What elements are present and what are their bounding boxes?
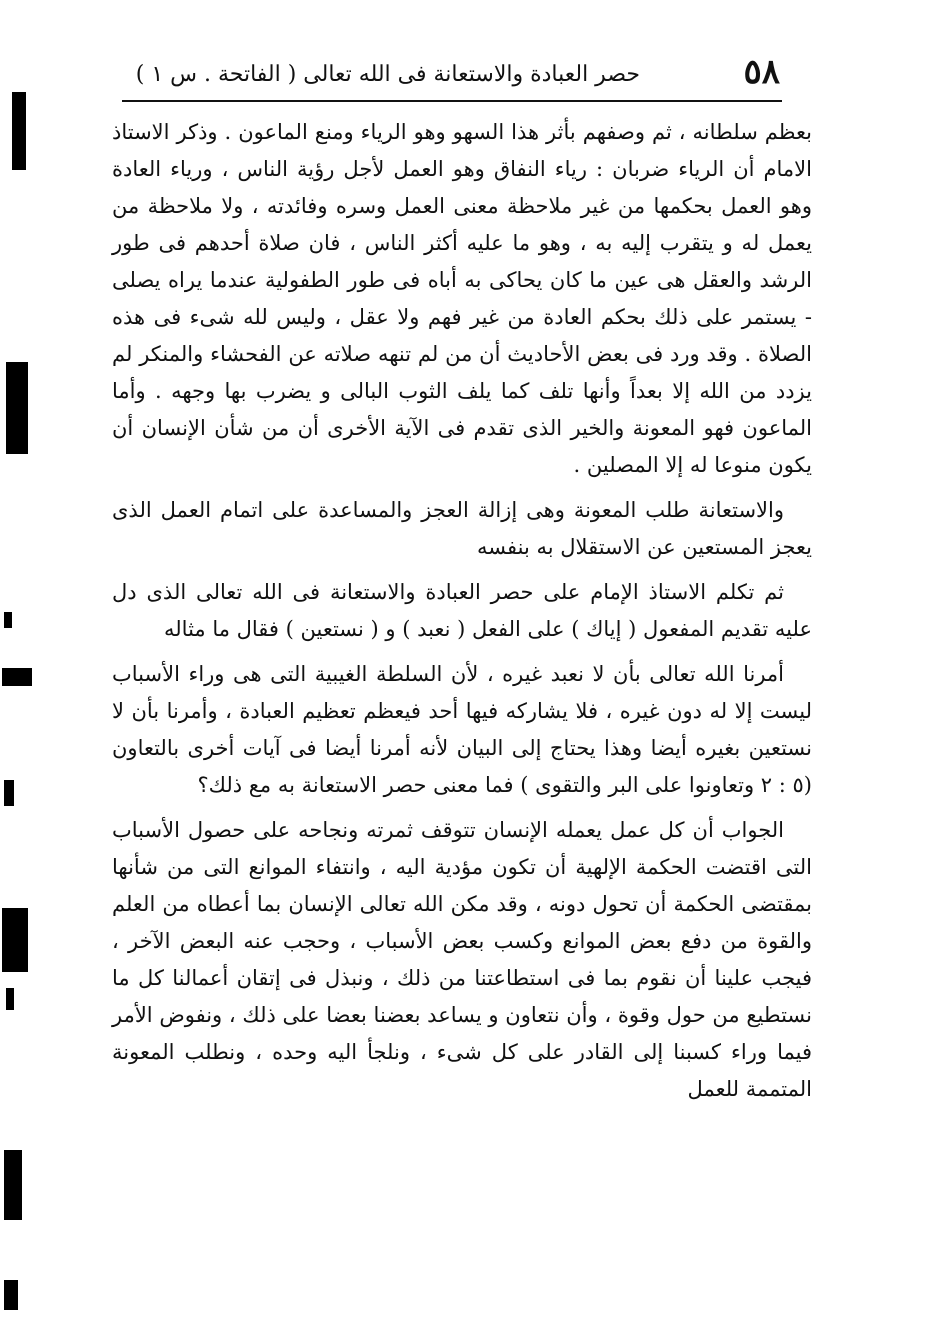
scan-edge-mark bbox=[4, 1150, 22, 1220]
scan-edge-mark bbox=[4, 612, 12, 628]
paragraph: أمرنا الله تعالى بأن لا نعبد غيره ، لأن السلطة الغيبية التى هى وراء الأسباب ليست إلا له دون غيره ، فلا يشاركه فيها أحد فيعظم تعظيم العبادة ، وأمرنا بأن لا نستعين بغيره أيضا وهذا يحتاج إلى البيان لأنه أمرنا أيضا فى آيات أخرى بالتعاون (٥ : ٢ وتعاونوا على البر والتقوى ) فما معنى حصر الاستعانة به مع ذلك؟ bbox=[112, 662, 812, 797]
header-rule bbox=[122, 100, 782, 102]
scan-edge-mark bbox=[4, 780, 14, 806]
scan-edge-mark bbox=[6, 988, 14, 1010]
scan-edge-mark bbox=[2, 668, 32, 686]
scan-edge-mark bbox=[12, 92, 26, 170]
running-header bbox=[120, 52, 780, 98]
body-text bbox=[112, 114, 812, 1116]
scan-edge-mark bbox=[2, 908, 28, 972]
scan-edge-mark bbox=[6, 362, 28, 454]
paragraph: ثم تكلم الاستاذ الإمام على حصر العبادة والاستعانة فى الله تعالى الذى دل عليه تقديم المفعول ( إياك ) على الفعل ( نعبد ) و ( نستعين ) فقال ما مثاله bbox=[112, 580, 812, 641]
paragraph: والاستعانة طلب المعونة وهى إزالة العجز والمساعدة على اتمام العمل الذى يعجز المستعين عن الاستقلال به بنفسه bbox=[112, 498, 812, 559]
scan-edge-mark bbox=[4, 1280, 18, 1310]
paragraph: بعظم سلطانه ، ثم وصفهم بأثر هذا السهو وهو الرياء ومنع الماعون . وذكر الاستاذ الامام أن الرياء ضربان : رياء النفاق وهو العمل لأجل رؤية الناس ، ورياء العادة وهو العمل بحكمها من غير ملاحظة معنى العمل وسره وفائدته ، ولا ملاحظة من يعمل له و يتقرب إليه به ، وهو ما عليه أكثر الناس ، فان صلاة أحدهم فى طور الرشد والعقل هى عين ما كان يحاكى به أباه فى طور الطفولية عندما يراه يصلى - يستمر على ذلك بحكم العادة من غير فهم ولا عقل ، وليس لله شىء فى هذه الصلاة . وقد ورد فى بعض الأحاديث أن من لم تنهه صلاته عن الفحشاء والمنكر لم يزدد من الله إلا بعداً وأنها تلف كما يلف الثوب البالى و يضرب بها وجهه . وأما الماعون فهو المعونة والخير الذى تقدم فى الآية الأخرى أن من شأن الإنسان أن يكون منوعا له إلا المصلين . bbox=[112, 120, 813, 477]
paragraph: الجواب أن كل عمل يعمله الإنسان تتوقف ثمرته ونجاحه على حصول الأسباب التى اقتضت الحكمة الإلهية أن تكون مؤدية اليه ، وانتفاء الموانع التى من شأنها بمقتضى الحكمة أن تحول دونه ، وقد مكن الله تعالى الإنسان بما أعطاه من العلم والقوة من دفع بعض الموانع وكسب بعض الأسباب ، وحجب عنه البعض الآخر ، فيجب علينا أن نقوم بما فى استطاعتنا من ذلك ، ونبذل فى إتقان أعمالنا كل ما نستطيع من حول وقوة ، وأن نتعاون و يساعد بعضنا بعضا على ذلك ، ونفوض الأمر فيما وراء كسبنا إلى القادر على كل شىء ، ونلجأ اليه وحده ، ونطلب المعونة المتممة للعمل bbox=[112, 818, 812, 1101]
running-title: حصر العبادة والاستعانة فى الله تعالى ( الفاتحة . س ١ ) bbox=[135, 62, 640, 87]
page-number: ٥٨ bbox=[743, 52, 780, 92]
